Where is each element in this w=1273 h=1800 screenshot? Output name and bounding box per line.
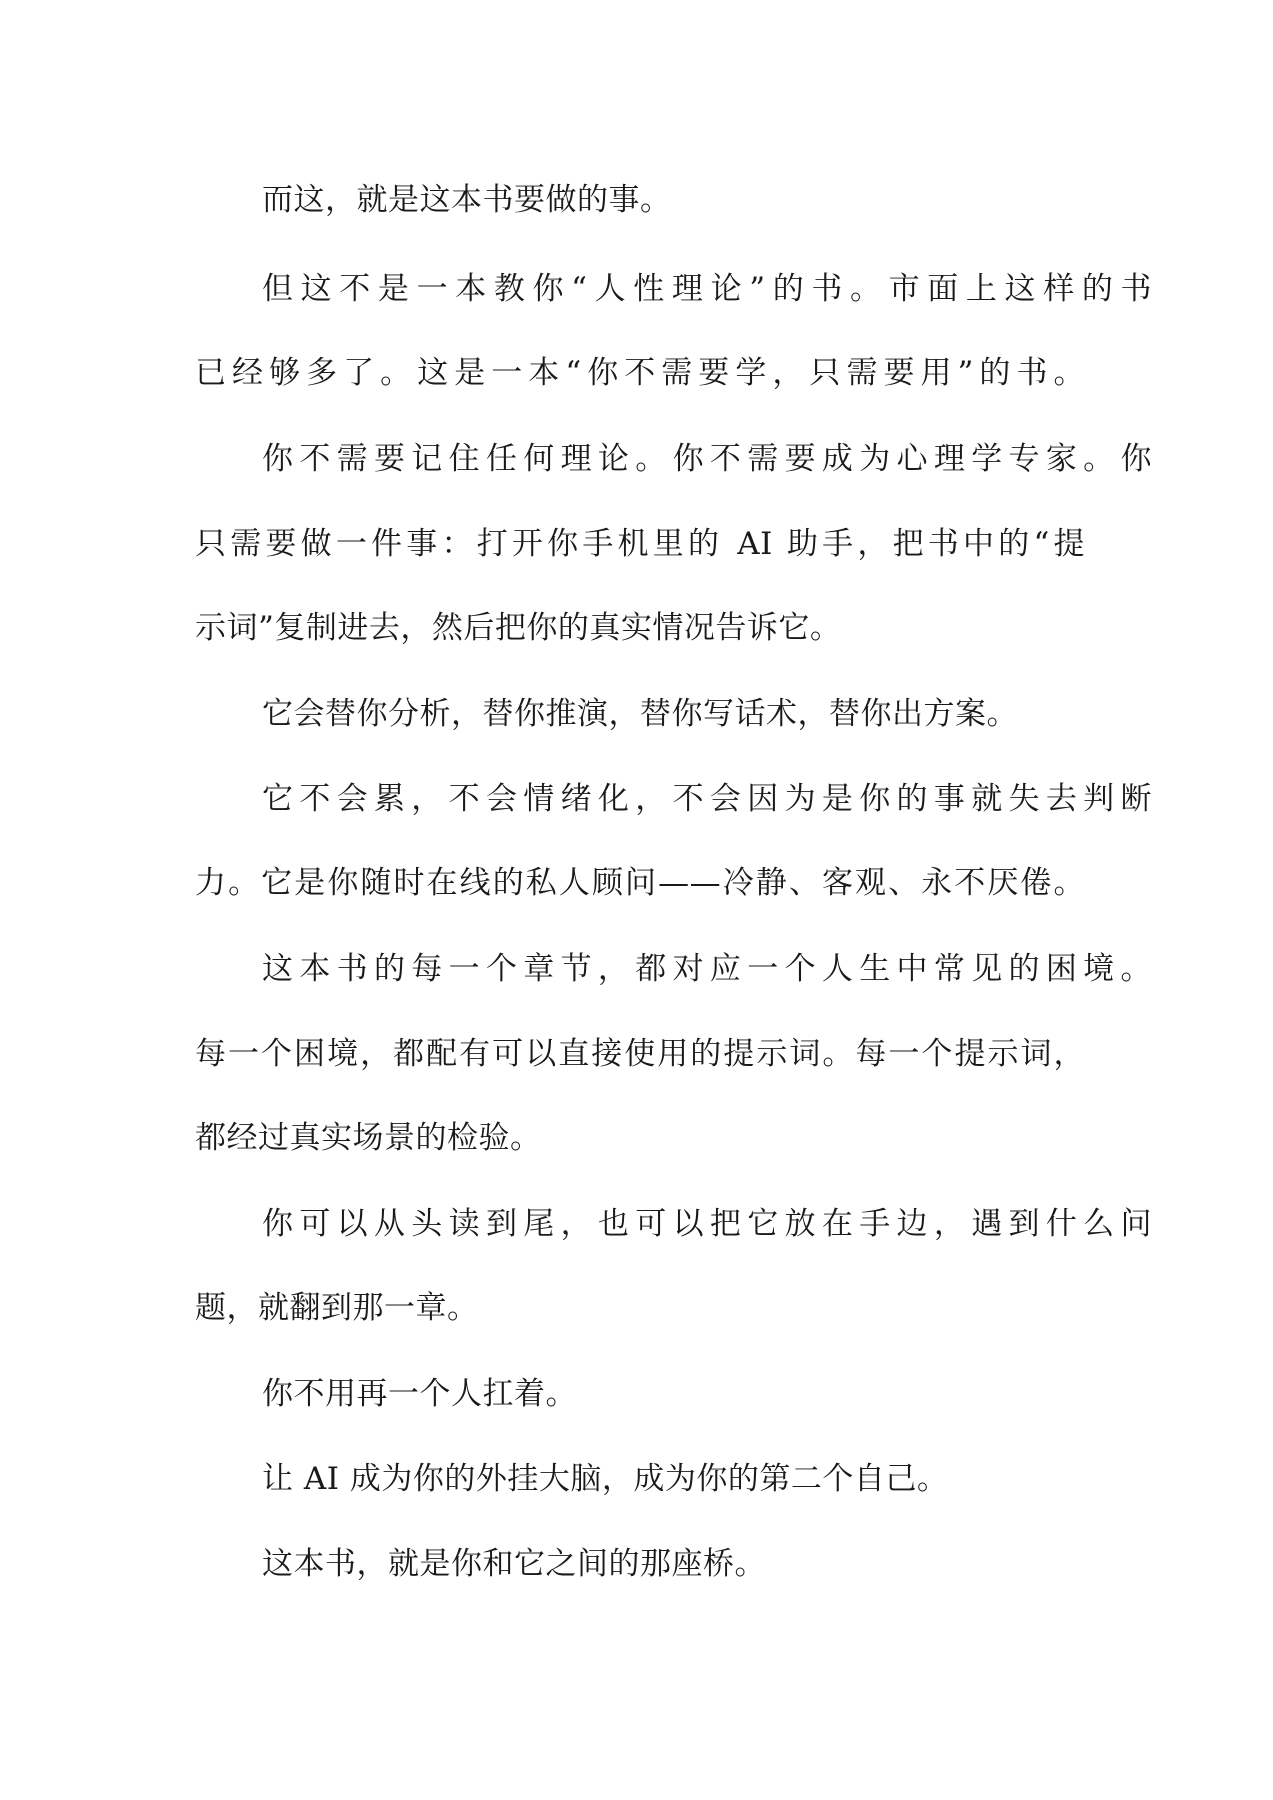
paragraph-line: 这本书的每一个章节，都对应一个人生中常见的困境。 [262,951,1152,987]
paragraph-line: 这本书，就是你和它之间的那座桥。 [262,1546,766,1582]
paragraph-line: 但这不是一本教你“人性理论”的书。市面上这样的书 [262,271,1152,307]
paragraph-line: 让 AI 成为你的外挂大脑，成为你的第二个自己。 [262,1461,949,1497]
paragraph-line: 它会替你分析，替你推演，替你写话术，替你出方案。 [262,696,1018,732]
paragraph-line: 而这，就是这本书要做的事。 [262,182,672,218]
paragraph-line: 题，就翻到那一章。 [195,1290,479,1326]
paragraph-line: 它不会累，不会情绪化，不会因为是你的事就失去判断 [262,781,1152,817]
paragraph-line: 都经过真实场景的检验。 [195,1120,542,1156]
paragraph-line: 你不用再一个人扛着。 [262,1376,577,1412]
paragraph-line: 你不需要记住任何理论。你不需要成为心理学专家。你 [262,441,1152,477]
paragraph-line: 力。它是你随时在线的私人顾问——冷静、客观、永不厌倦。 [195,865,1085,901]
paragraph-line: 示词”复制进去，然后把你的真实情况告诉它。 [195,610,842,646]
paragraph-line: 每一个困境，都配有可以直接使用的提示词。每一个提示词， [195,1036,1085,1072]
paragraph-line: 你可以从头读到尾，也可以把它放在手边，遇到什么问 [262,1206,1152,1242]
paragraph-line: 只需要做一件事：打开你手机里的 AI 助手，把书中的“提 [195,526,1085,562]
paragraph-line: 已经够多了。这是一本“你不需要学，只需要用”的书。 [195,355,1085,391]
